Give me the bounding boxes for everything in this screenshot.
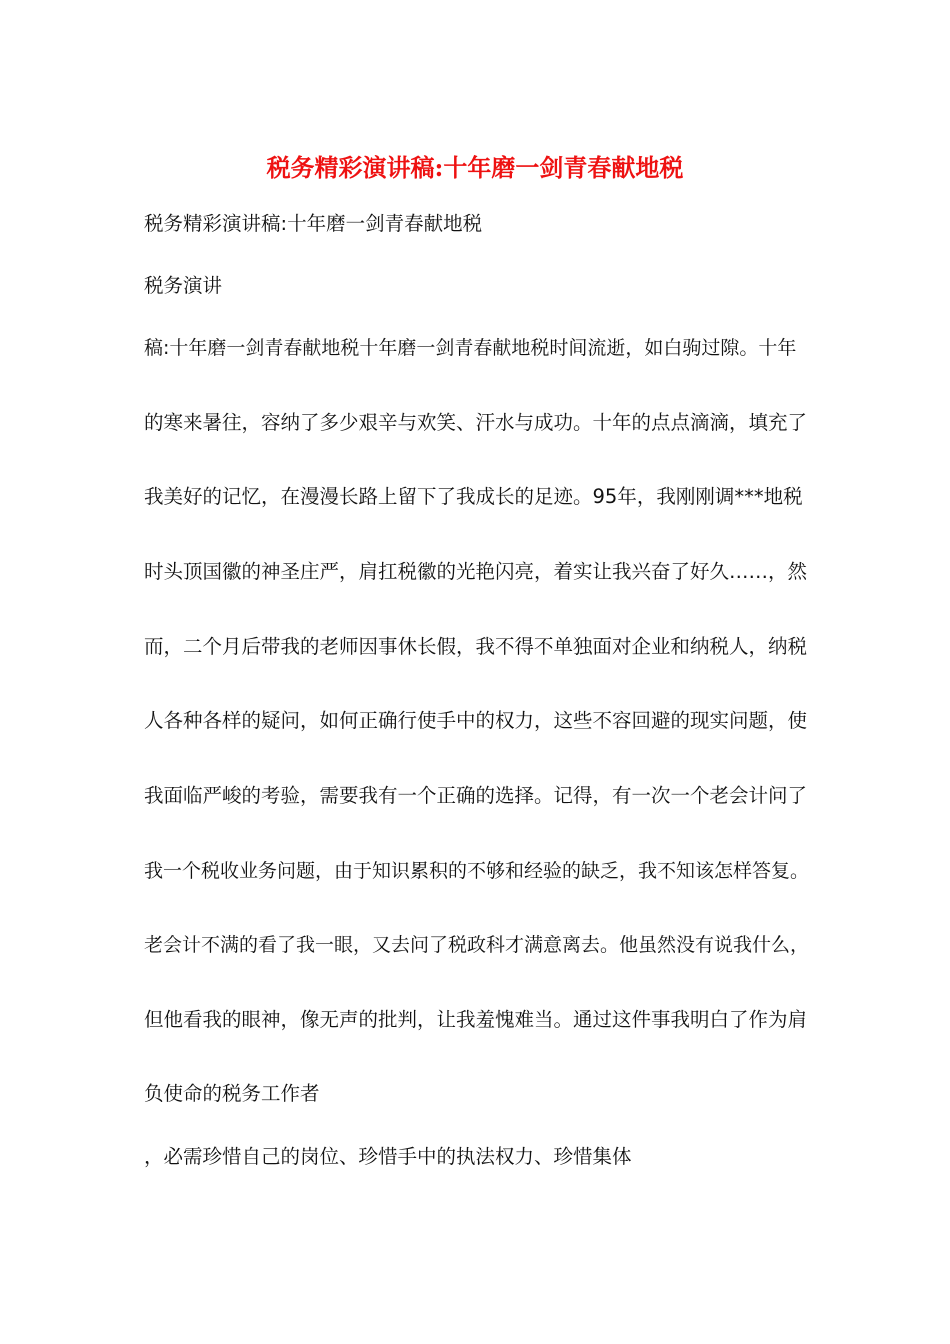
- body-line: 负使命的税务工作者: [144, 1082, 320, 1105]
- document-title: 税务精彩演讲稿:十年磨一剑青春献地税: [266, 153, 684, 182]
- body-line: 稿:十年磨一剑青春献地税十年磨一剑青春献地税时间流逝，如白驹过隙。十年: [144, 337, 797, 359]
- body-line: 我美好的记忆，在漫漫长路上留下了我成长的足迹。95年，我刚刚调***地税: [144, 485, 803, 508]
- body-line: 但他看我的眼神，像无声的批判，让我羞愧难当。通过这件事我明白了作为肩: [144, 1008, 808, 1031]
- body-line: ，必需珍惜自己的岗位、珍惜手中的执法权力、珍惜集体: [144, 1145, 632, 1168]
- document-subtitle: 税务精彩演讲稿:十年磨一剑青春献地税: [144, 212, 483, 235]
- body-line: 我一个税收业务问题，由于知识累积的不够和经验的缺乏，我不知该怎样答复。: [144, 860, 810, 882]
- section-label: 税务演讲: [144, 274, 223, 297]
- body-line: 我面临严峻的考验，需要我有一个正确的选择。记得，有一次一个老会计问了: [144, 784, 808, 807]
- body-line: 时头顶国徽的神圣庄严，肩扛税徽的光艳闪亮，着实让我兴奋了好久……，然: [144, 560, 808, 583]
- body-line: 的寒来暑往，容纳了多少艰辛与欢笑、汗水与成功。十年的点点滴滴，填充了: [144, 411, 808, 434]
- body-line: 老会计不满的看了我一眼，又去问了税政科才满意离去。他虽然没有说我什么，: [144, 934, 810, 956]
- body-line: 人各种各样的疑问，如何正确行使手中的权力，这些不容回避的现实问题，使: [144, 709, 808, 732]
- body-line: 而，二个月后带我的老师因事休长假，我不得不单独面对企业和纳税人，纳税: [144, 635, 808, 658]
